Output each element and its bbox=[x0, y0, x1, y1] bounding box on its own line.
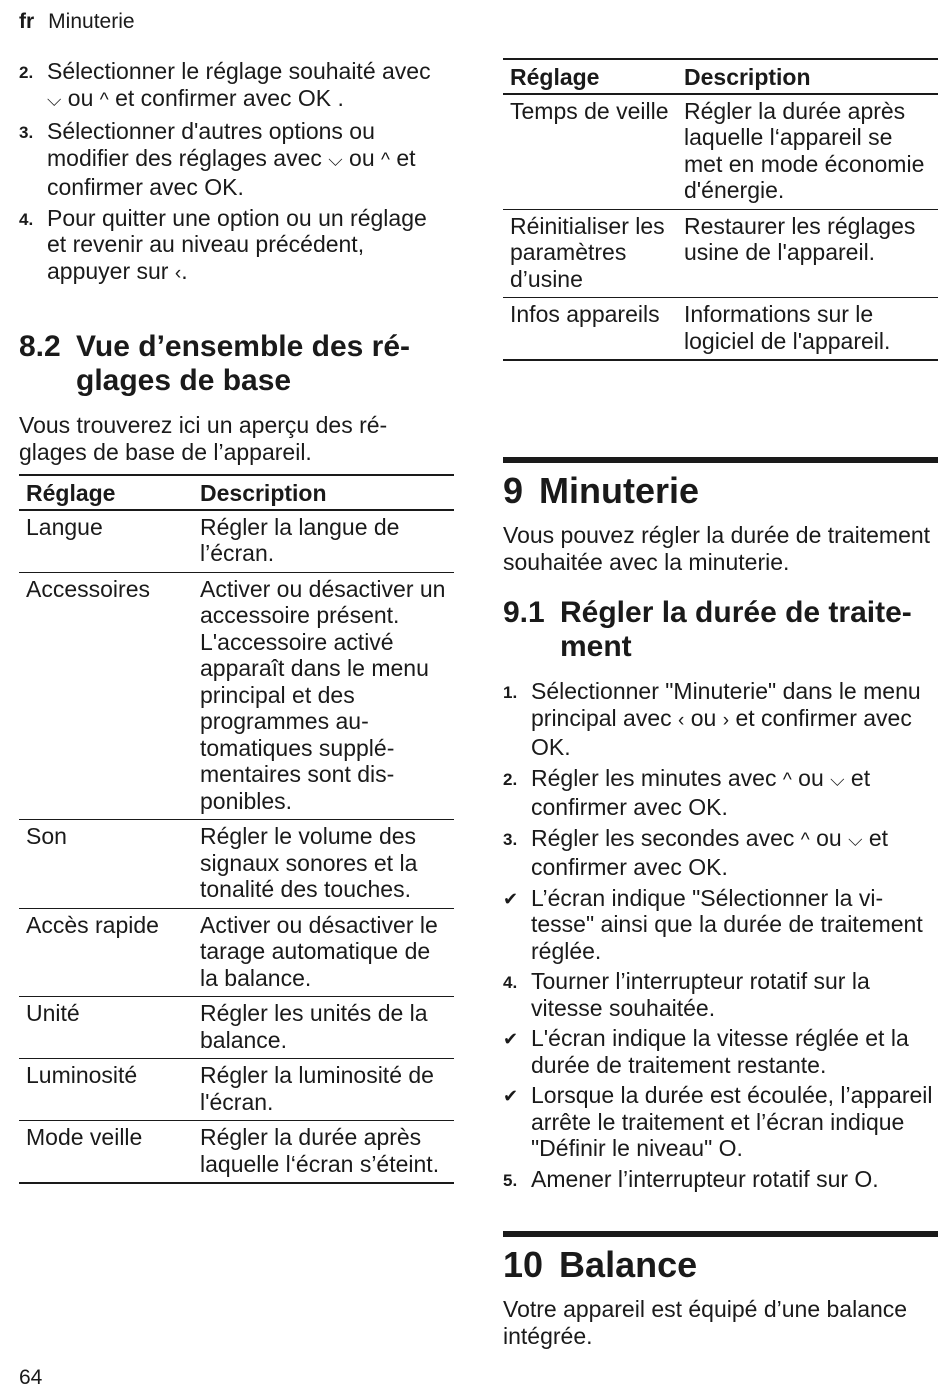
text-run: L'écran indique la vitesse réglée et la durée de traitement restante. bbox=[531, 1025, 909, 1078]
table-row bbox=[19, 510, 454, 573]
text-run: Sélectionner d'autres options ou modifier des réglages avec bbox=[47, 118, 375, 171]
check-icon: ✔ bbox=[503, 1029, 519, 1049]
setting-name: Unité bbox=[19, 997, 193, 1059]
text-run: Sélectionner "Minuterie" dans le menu principal avec bbox=[531, 678, 921, 731]
setting-description: Informations sur le logiciel de l'appareil. bbox=[677, 298, 938, 361]
table-row bbox=[19, 997, 454, 1059]
text-run: ou bbox=[684, 704, 723, 731]
text-run: Sélectionner le réglage souhaité avec bbox=[47, 58, 431, 84]
column-header: Description bbox=[193, 475, 454, 510]
chevron-up-icon: ^ bbox=[381, 149, 390, 171]
ok-key-label: OK bbox=[688, 854, 722, 880]
setting-name: Luminosité bbox=[19, 1059, 193, 1121]
section-number: 8.2 bbox=[19, 330, 61, 363]
setting-name: Accès rapide bbox=[19, 908, 193, 997]
text-run: . bbox=[872, 1165, 879, 1192]
chevron-down-icon: ⌵ bbox=[848, 829, 863, 851]
text-run: Tourner l’interrupteur rotatif sur la vitesse souhaitée. bbox=[531, 968, 870, 1021]
chapter-10-intro: Votre appareil est équipé d’une balance intégrée. bbox=[503, 1296, 908, 1349]
step-item bbox=[19, 118, 451, 201]
column-header: Réglage bbox=[503, 59, 677, 94]
text-run: et confirmer avec bbox=[531, 824, 889, 880]
ok-key-label: OK bbox=[531, 734, 565, 760]
chevron-down-icon: ⌵ bbox=[328, 149, 343, 171]
step-text bbox=[47, 58, 451, 114]
header-title: Minuterie bbox=[48, 10, 135, 33]
step-text bbox=[531, 1082, 938, 1162]
text-run: ou bbox=[342, 144, 382, 171]
text-run: et confirmer avec bbox=[531, 764, 871, 820]
result-item bbox=[503, 885, 938, 965]
setting-name: Temps de veille bbox=[503, 94, 677, 210]
step-item bbox=[503, 825, 938, 881]
off-position-icon: O bbox=[718, 1135, 737, 1161]
text-run: Régler les minutes avec bbox=[531, 764, 783, 791]
step-text bbox=[531, 678, 938, 761]
language-code: fr bbox=[19, 10, 35, 33]
chevron-left-icon: ‹ bbox=[174, 262, 182, 284]
step-number: 3. bbox=[503, 829, 518, 849]
text-run: Pour quitter une option ou un réglage et revenir au niveau précédent, appuyer sur bbox=[47, 204, 427, 284]
text-run: . bbox=[721, 794, 728, 820]
setting-description: Régler le volume des signaux sonores et la tonalité des touches. bbox=[193, 820, 454, 909]
step-number: 2. bbox=[503, 769, 518, 789]
table-row bbox=[19, 572, 454, 820]
step-text bbox=[531, 1166, 938, 1195]
ok-key-label: OK bbox=[297, 84, 332, 111]
text-run: . bbox=[331, 84, 344, 111]
text-run: . bbox=[736, 1135, 743, 1161]
chevron-up-icon: ^ bbox=[800, 829, 810, 851]
text-run: . bbox=[237, 174, 244, 200]
basic-settings-table bbox=[19, 474, 454, 1184]
step-number: 5. bbox=[503, 1170, 518, 1190]
table-row bbox=[503, 209, 938, 298]
step-text bbox=[47, 118, 451, 201]
setting-name: Mode veille bbox=[19, 1121, 193, 1184]
step-text bbox=[531, 885, 938, 965]
chevron-down-icon: ⌵ bbox=[47, 89, 62, 111]
chapter-number: 10 bbox=[503, 1244, 544, 1285]
setting-description: Régler la durée après laquelle l‘appareil se met en mode économie d'énergie. bbox=[677, 94, 938, 210]
table-row bbox=[19, 908, 454, 997]
section-title: Régler la durée de traitement bbox=[560, 596, 912, 663]
setting-description: Restaurer les réglages usine de l'appareil. bbox=[677, 209, 938, 298]
column-header: Réglage bbox=[19, 475, 193, 510]
text-run: Régler les secondes avec bbox=[531, 824, 801, 851]
basic-settings-table-continued bbox=[503, 58, 938, 361]
step-number: 4. bbox=[19, 209, 34, 229]
off-position-icon: O bbox=[854, 1165, 873, 1192]
setting-description: Régler la luminosité de l'écran. bbox=[193, 1059, 454, 1121]
result-item bbox=[503, 1025, 938, 1078]
setting-name: Réinitialiser les paramètres d’usine bbox=[503, 209, 677, 298]
text-run: ou bbox=[791, 764, 831, 791]
step-text bbox=[47, 205, 451, 288]
section-9-1-heading bbox=[503, 596, 933, 664]
chapter-9-heading bbox=[503, 457, 938, 513]
step-text bbox=[531, 765, 938, 821]
setting-description: Régler la durée après laquelle l‘écran s’éteint. bbox=[193, 1121, 454, 1184]
setting-name: Infos appareils bbox=[503, 298, 677, 361]
step-item bbox=[19, 205, 451, 288]
chapter-9-intro: Vous pouvez régler la durée de traitement souhaitée avec la minuterie. bbox=[503, 522, 931, 575]
step-text bbox=[531, 825, 938, 881]
chapter-10-heading bbox=[503, 1231, 938, 1287]
step-number: 4. bbox=[503, 973, 518, 992]
step-item bbox=[503, 765, 938, 821]
step-item bbox=[19, 58, 451, 114]
step-number: 2. bbox=[19, 63, 34, 82]
chevron-left-icon: ‹ bbox=[678, 709, 685, 731]
table-header-row bbox=[19, 475, 454, 510]
text-run: et confirmer avec bbox=[108, 84, 298, 111]
text-run: . bbox=[181, 257, 188, 284]
chevron-up-icon: ^ bbox=[99, 89, 109, 111]
column-header: Description bbox=[677, 59, 938, 94]
check-icon: ✔ bbox=[503, 888, 519, 909]
section-8-2-intro: Vous trouverez ici un aperçu des réglages de base de l’appareil. bbox=[19, 412, 388, 465]
step-item bbox=[503, 1166, 938, 1195]
setting-name: Son bbox=[19, 820, 193, 909]
setting-description: Régler les unités de la balance. bbox=[193, 997, 454, 1059]
setting-description: Régler la langue de l’écran. bbox=[193, 510, 454, 573]
ok-key-label: OK bbox=[204, 174, 238, 200]
page-header bbox=[19, 10, 135, 34]
chapter-title: Minuterie bbox=[539, 470, 700, 511]
check-icon: ✔ bbox=[503, 1086, 519, 1106]
step-number: 1. bbox=[503, 683, 518, 702]
text-run: ou bbox=[809, 824, 849, 851]
chapter-title: Balance bbox=[559, 1244, 698, 1285]
setting-name: Langue bbox=[19, 510, 193, 573]
setting-description: Activer ou désactiver le tarage automatique de la balance. bbox=[193, 908, 454, 997]
section-title: Vue d’ensemble des réglages de base bbox=[76, 330, 411, 397]
step-item bbox=[503, 678, 938, 761]
text-run: ou bbox=[61, 84, 100, 111]
text-run: Amener l’interrupteur rotatif sur bbox=[531, 1165, 855, 1192]
text-run: . bbox=[564, 734, 571, 760]
page-number: 64 bbox=[19, 1366, 43, 1389]
text-run: L’écran indique "Sélectionner la vitesse" ainsi que la durée de traitement réglée. bbox=[531, 884, 923, 964]
step-text bbox=[531, 968, 938, 1021]
chevron-down-icon: ⌵ bbox=[830, 769, 845, 791]
step-text bbox=[531, 1025, 938, 1078]
text-run: et confirmer avec bbox=[729, 704, 912, 731]
step-item bbox=[503, 968, 938, 1021]
step-number: 3. bbox=[19, 123, 34, 142]
ok-key-label: OK bbox=[688, 794, 722, 820]
text-run: et confirmer avec bbox=[47, 144, 416, 200]
result-item bbox=[503, 1082, 938, 1162]
setting-description: Activer ou désactiver un accessoire présent. L'accessoire activé apparaît dans le menu principal et des programmes automatiques supplémentaires sont disponibles. bbox=[193, 572, 454, 820]
right-step-list bbox=[503, 678, 938, 1198]
table-header-row bbox=[503, 59, 938, 94]
chevron-up-icon: ^ bbox=[782, 769, 792, 791]
chevron-right-icon: › bbox=[722, 709, 730, 731]
table-row bbox=[503, 94, 938, 210]
table-row bbox=[503, 298, 938, 361]
text-run: Lorsque la durée est écoulée, l’appareil arrête le traitement et l’écran indique "Définir le niveau" bbox=[531, 1082, 933, 1161]
left-step-list bbox=[19, 58, 451, 291]
table-row bbox=[19, 1121, 454, 1184]
section-number: 9.1 bbox=[503, 596, 545, 629]
text-run: . bbox=[721, 854, 728, 880]
chapter-number: 9 bbox=[503, 470, 524, 511]
table-row bbox=[19, 1059, 454, 1121]
table-row bbox=[19, 820, 454, 909]
section-8-2-heading bbox=[19, 330, 419, 398]
setting-name: Accessoires bbox=[19, 572, 193, 820]
